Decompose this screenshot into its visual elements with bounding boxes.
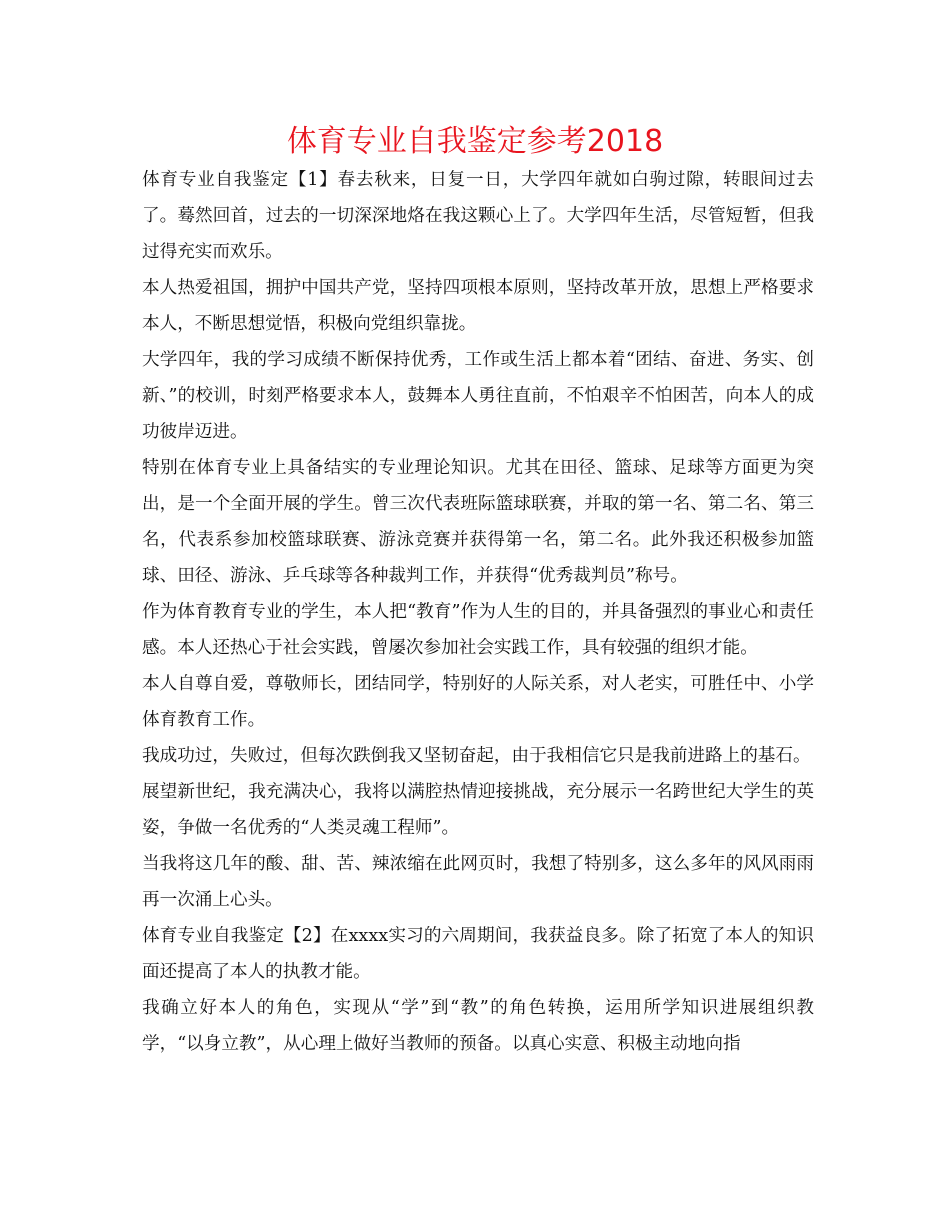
paragraph-8: 展望新世纪，我充满决心，我将以满腔热情迎接挑战，充分展示一名跨世纪大学生的英姿，争做一名优秀的“人类灵魂工程师”。: [142, 782, 814, 838]
paragraph-11: 我确立好本人的角色，实现从“学”到“教”的角色转换，运用所学知识进展组织教学，“以身立教”，从心理上做好当教师的预备。以真心实意、积极主动地向指: [142, 998, 814, 1054]
paragraph-5: 作为体育教育专业的学生，本人把“教育”作为人生的目的，并具备强烈的事业心和责任感。本人还热心于社会实践，曾屡次参加社会实践工作，具有较强的组织才能。: [142, 602, 814, 658]
document-title: 体育专业自我鉴定参考2018: [286, 124, 664, 159]
paragraph-3: 大学四年，我的学习成绩不断保持优秀，工作或生活上都本着“团结、奋进、务实、创新、”的校训，时刻严格要求本人，鼓舞本人勇往直前，不怕艰辛不怕困苦，向本人的成功彼岸迈进。: [142, 350, 814, 442]
paragraph-1: 体育专业自我鉴定【1】春去秋来，日复一日，大学四年就如白驹过隙，转眼间过去了。蓦然回首，过去的一切深深地烙在我这颗心上了。大学四年生活，尽管短暂，但我过得充实而欢乐。: [142, 170, 814, 262]
paragraph-2: 本人热爱祖国，拥护中国共产党，坚持四项根本原则，坚持改革开放，思想上严格要求本人，不断思想觉悟，积极向党组织靠拢。: [142, 278, 814, 334]
document-body: [142, 162, 814, 1062]
paragraph-7: 我成功过，失败过，但每次跌倒我又坚韧奋起，由于我相信它只是我前进路上的基石。: [142, 746, 811, 766]
paragraph-10: 体育专业自我鉴定【2】在xxxx实习的六周期间，我获益良多。除了拓宽了本人的知识面还提高了本人的执教才能。: [142, 926, 814, 982]
paragraph-4: 特别在体育专业上具备结实的专业理论知识。尤其在田径、篮球、足球等方面更为突出，是一个全面开展的学生。曾三次代表班际篮球联赛，并取的第一名、第二名、第三名，代表系参加校篮球联赛、游泳竞赛并获得第一名，第二名。此外我还积极参加篮球、田径、游泳、乒乓球等各种裁判工作，并获得“优秀裁判员”称号。: [142, 458, 814, 586]
paragraph-9: 当我将这几年的酸、甜、苦、辣浓缩在此网页时，我想了特别多，这么多年的风风雨雨再一次涌上心头。: [142, 854, 814, 910]
paragraph-6: 本人自尊自爱，尊敬师长，团结同学，特别好的人际关系，对人老实，可胜任中、小学体育教育工作。: [142, 674, 814, 730]
